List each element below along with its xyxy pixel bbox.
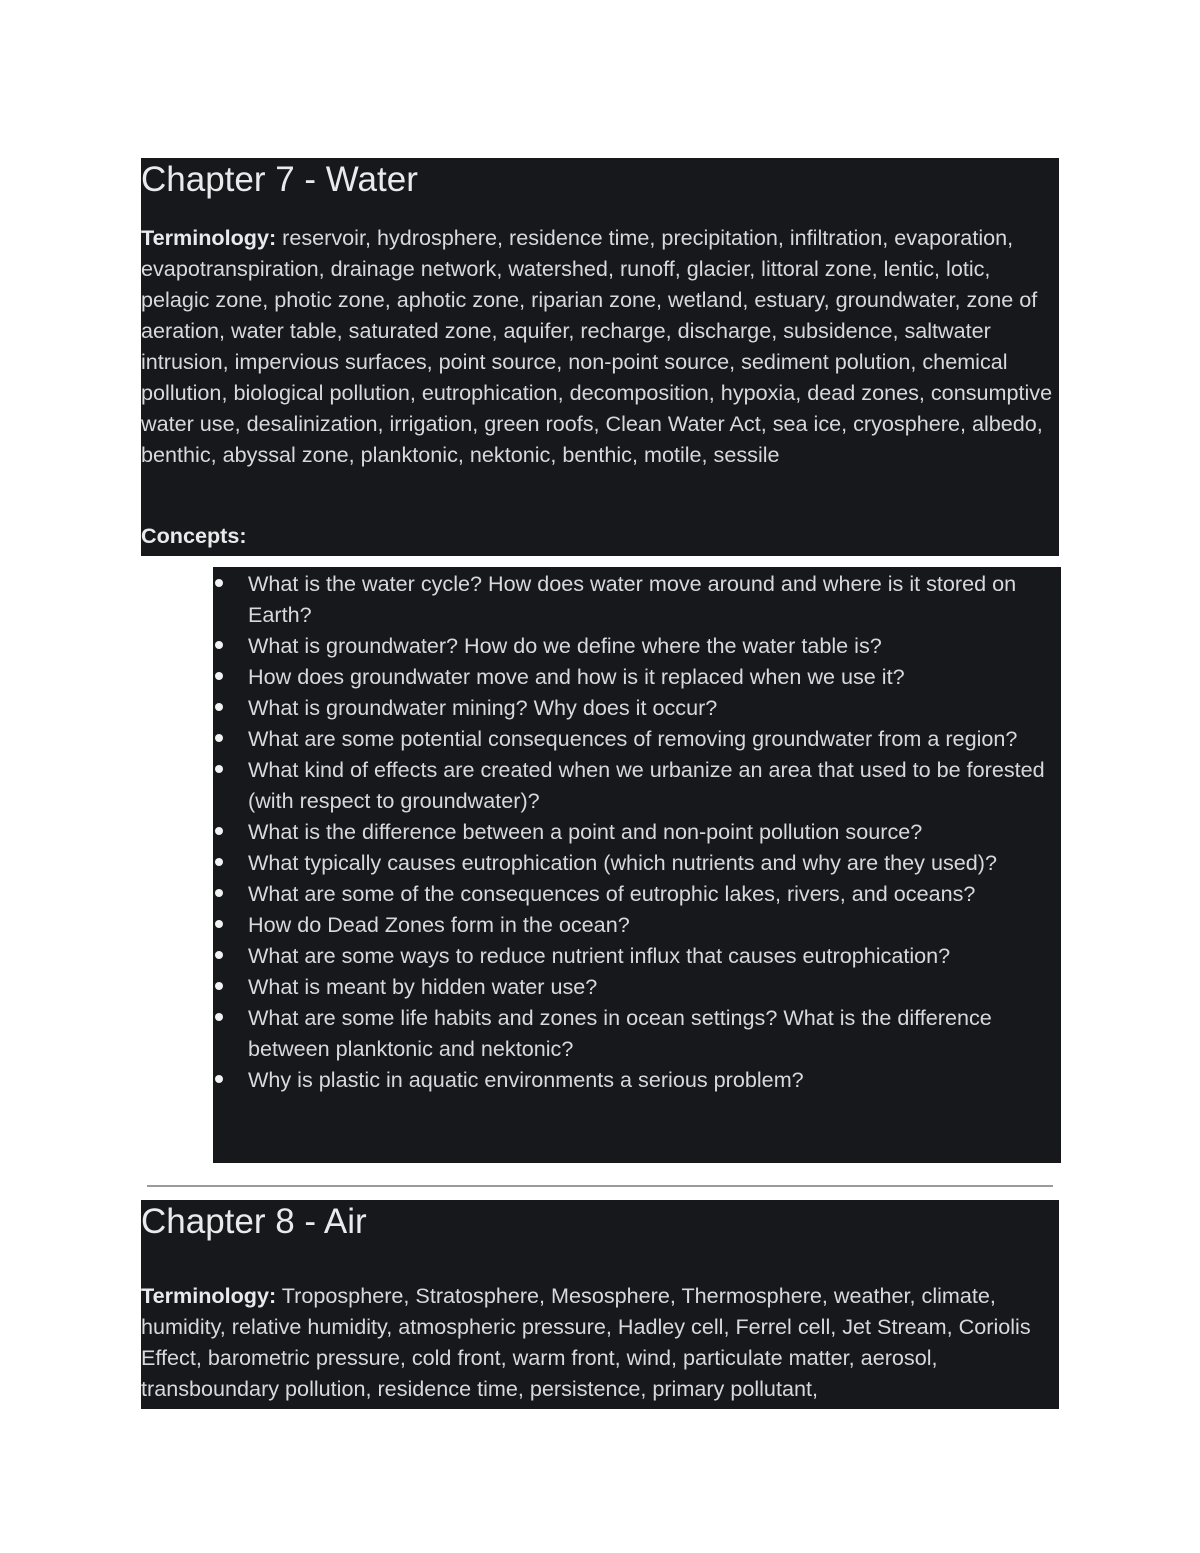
chapter-7-title: Chapter 7 - Water [141, 160, 418, 199]
concept-list-item: What is groundwater? How do we define where the water table is? [213, 630, 1061, 661]
concept-list-item: What is the difference between a point and non-point pollution source? [213, 816, 1061, 847]
concept-list-item: What are some ways to reduce nutrient influx that causes eutrophication? [213, 940, 1061, 971]
concept-list-item: What is groundwater mining? Why does it occur? [213, 692, 1061, 723]
concept-list-item: Why is plastic in aquatic environments a serious problem? [213, 1064, 1061, 1095]
concept-list-item: How does groundwater move and how is it replaced when we use it? [213, 661, 1061, 692]
concept-list-item: What are some potential consequences of removing groundwater from a region? [213, 723, 1061, 754]
concept-list-item: What is meant by hidden water use? [213, 971, 1061, 1002]
terminology-text: reservoir, hydrosphere, residence time, precipitation, infiltration, evaporation, evapotranspiration, drainage network, watershed, runoff, glacier, littoral zone, lentic, lotic, pelagic zone, photic zone, aphotic zone, riparian zone, wetland, estuary, groundwater, zone of aeration, water table, saturated zone, aquifer, recharge, discharge, subsidence, saltwater intrusion, impervious surfaces, point source, non-point source, sediment polution, chemical pollution, biological pollution, eutrophication, decomposition, hypoxia, dead zones, consumptive water use, desalinization, irrigation, green roofs, Clean Water Act, sea ice, cryosphere, albedo, benthic, abyssal zone, planktonic, nektonic, benthic, motile, sessile [141, 225, 1053, 467]
concept-list-item: How do Dead Zones form in the ocean? [213, 909, 1061, 940]
concept-list-item: What are some life habits and zones in ocean settings? What is the difference between planktonic and nektonic? [213, 1002, 1061, 1064]
concept-list-item: What are some of the consequences of eutrophic lakes, rivers, and oceans? [213, 878, 1061, 909]
terminology-text: Troposphere, Stratosphere, Mesosphere, Thermosphere, weather, climate, humidity, relative humidity, atmospheric pressure, Hadley cell, Ferrel cell, Jet Stream, Coriolis Effect, barometric pressure, cold front, warm front, wind, particulate matter, aerosol, transboundary pollution, residence time, persistence, primary pollutant, [141, 1283, 1031, 1401]
chapter-7-terminology [141, 222, 1056, 470]
concepts-list [213, 568, 1061, 1095]
concept-list-item: What kind of effects are created when we urbanize an area that used to be forested (with respect to groundwater)? [213, 754, 1061, 816]
concepts-list-section [213, 567, 1061, 1163]
chapter-7-section [141, 158, 1059, 556]
chapter-8-title: Chapter 8 - Air [141, 1202, 367, 1241]
terminology-label: Terminology: [141, 225, 277, 250]
concept-list-item: What is the water cycle? How does water move around and where is it stored on Earth? [213, 568, 1061, 630]
chapter-8-section [141, 1200, 1059, 1409]
chapter-8-terminology [141, 1280, 1056, 1404]
concept-list-item: What typically causes eutrophication (which nutrients and why are they used)? [213, 847, 1061, 878]
concepts-label: Concepts: [141, 523, 247, 548]
terminology-label: Terminology: [141, 1283, 277, 1308]
section-divider [147, 1185, 1053, 1187]
